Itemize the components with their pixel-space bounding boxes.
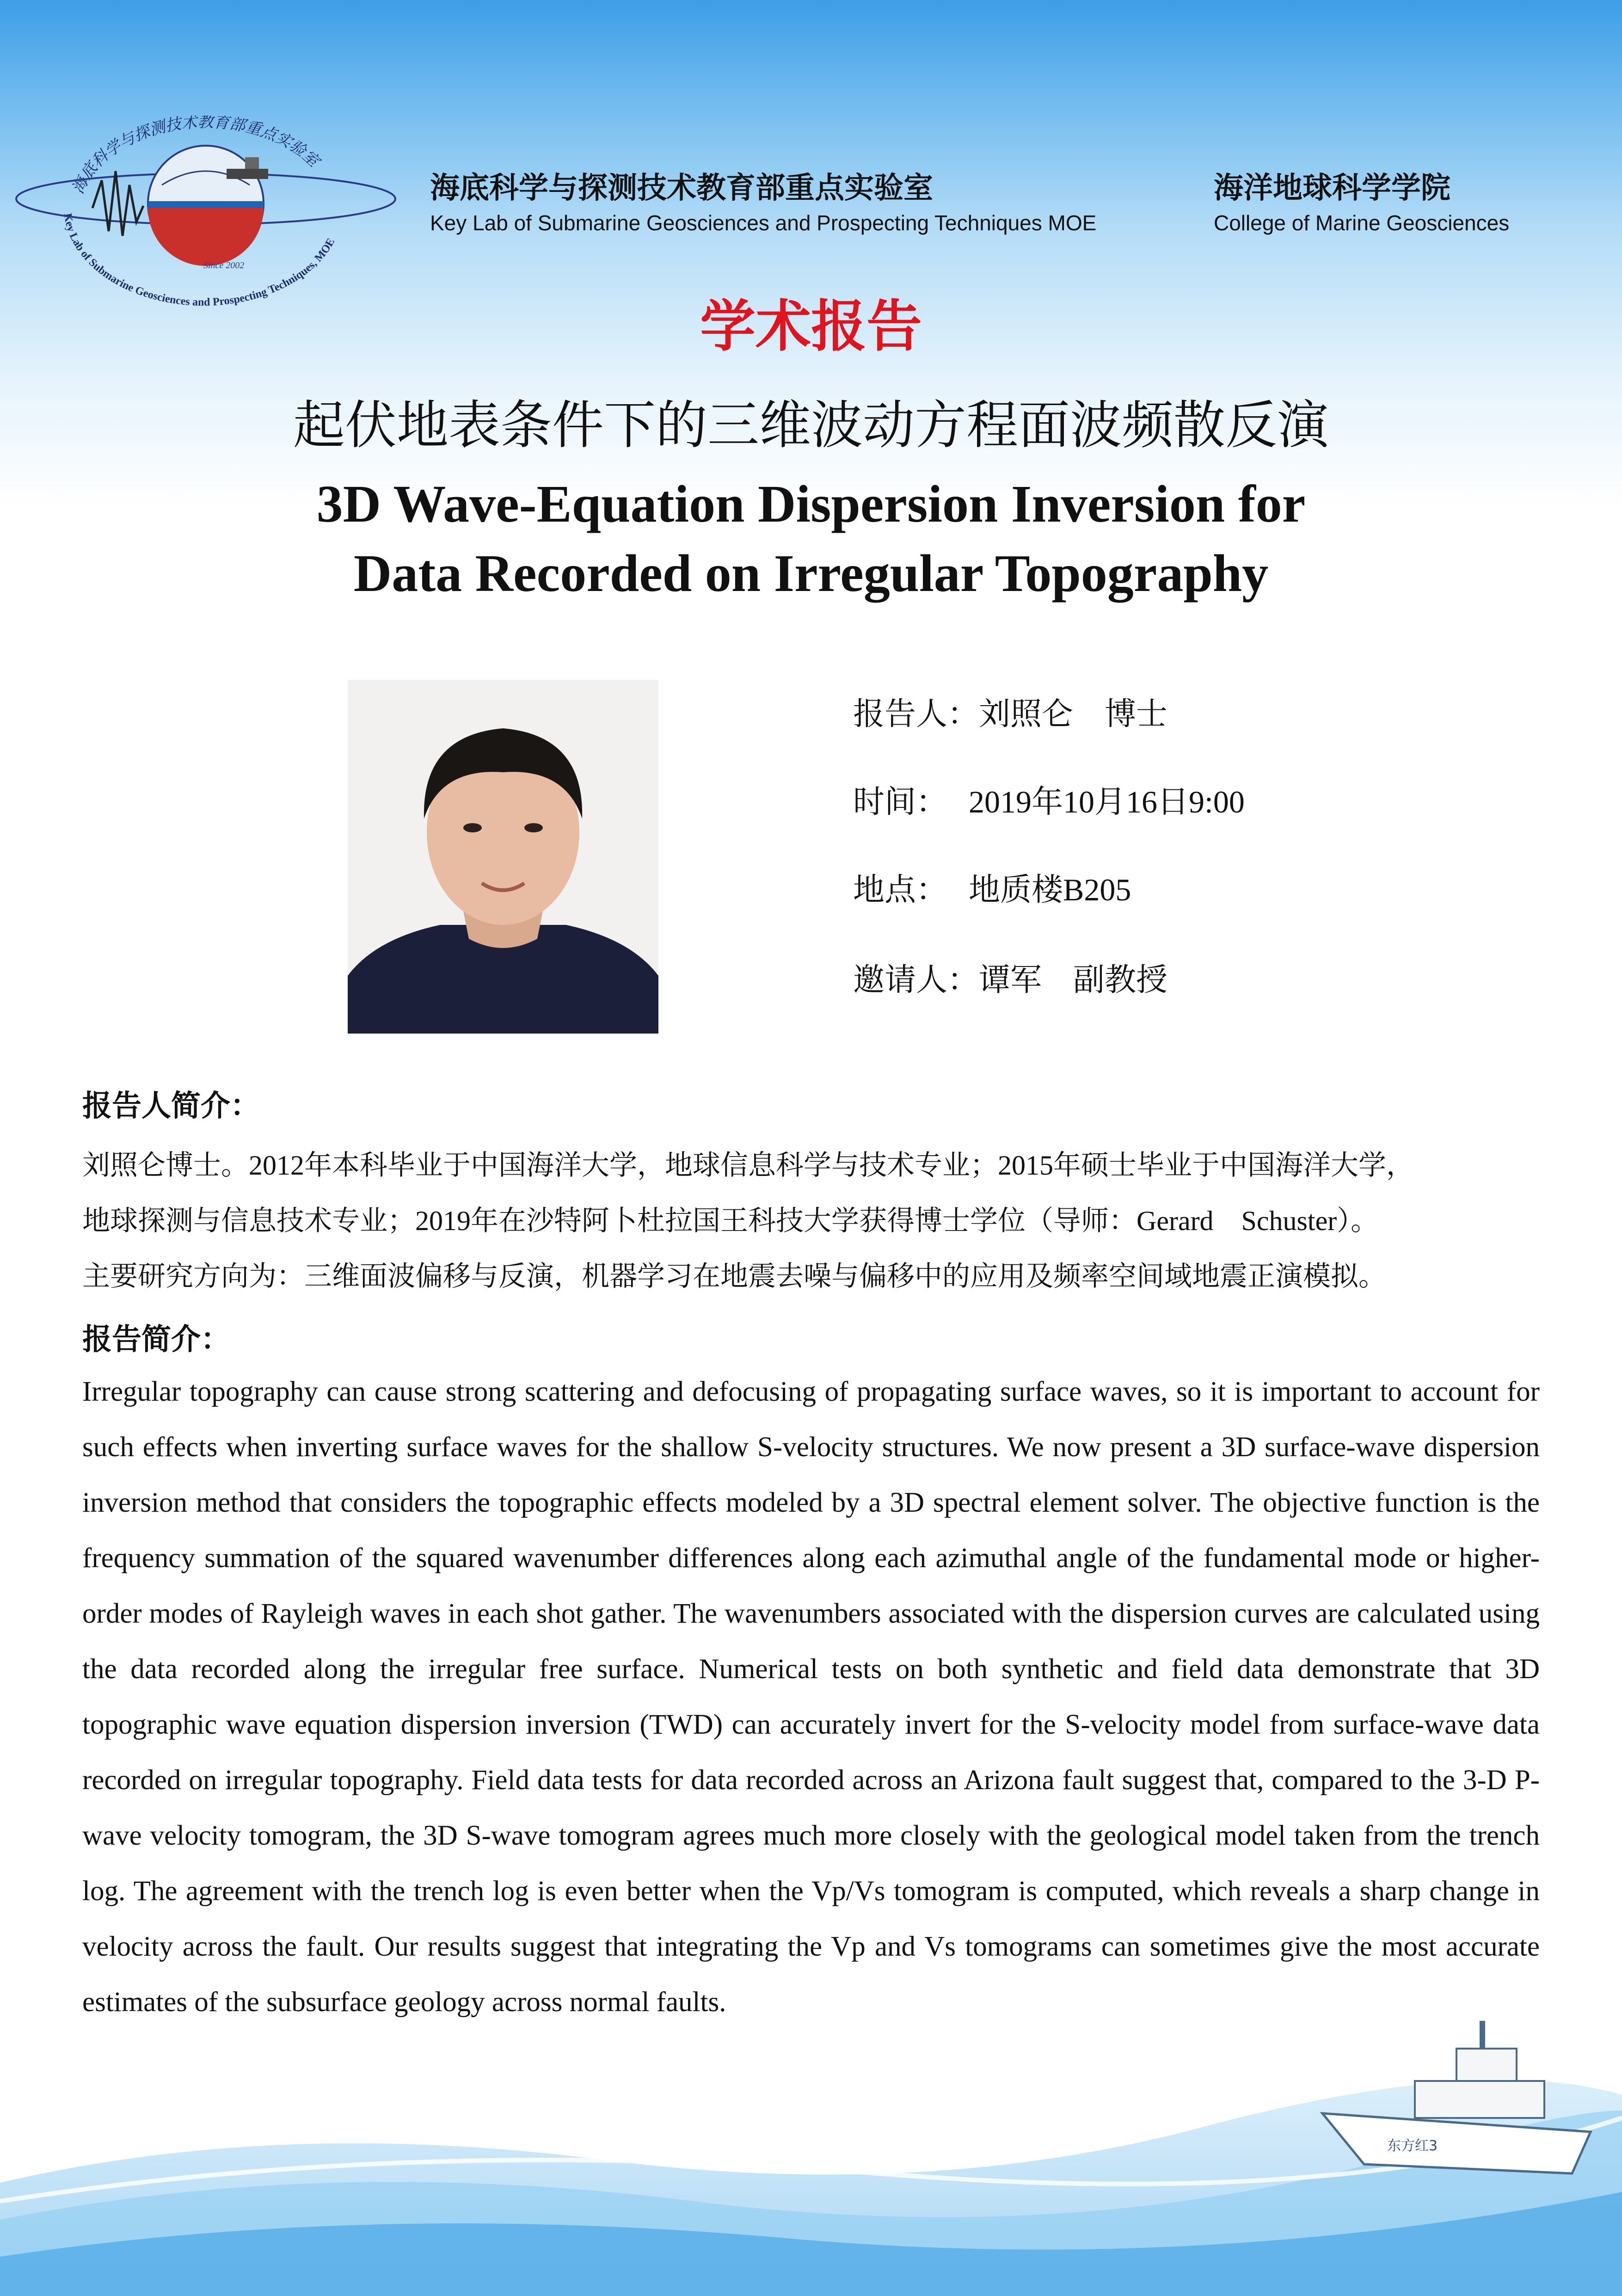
bio-heading: 报告人简介： [82, 1089, 260, 1123]
talk-title-en-line2: Data Recorded on Irregular Topography [353, 544, 1269, 603]
footer-wave-background [0, 1942, 1622, 2296]
college-name-en: College of Marine Geosciences [1214, 211, 1510, 235]
info-host [853, 955, 1167, 1000]
info-speaker-label: 报告人： [853, 696, 979, 733]
bio-line: 主要研究方向为：三维面波偏移与反演，机器学习在地震去噪与偏移中的应用及频率空间域地震正演模拟。 [82, 1261, 1386, 1292]
talk-type-label: 学术报告 [700, 295, 922, 359]
talk-title-cn: 起伏地表条件下的三维波动方程面波频散反演 [293, 395, 1329, 456]
info-place-value: 地质楼B205 [969, 872, 1131, 907]
info-time-value: 2019年10月16日9:00 [969, 784, 1245, 819]
speaker-photo [348, 680, 658, 1034]
logo-ring-text-bottom: Key Lab of Submarine Geosciences and Prospecting Techniques, MOE [61, 212, 338, 308]
logo-since-text: Since 2002 [203, 260, 245, 271]
logo-ring-text-top: 海底科学与探测技术教育部重点实验室 [68, 116, 323, 197]
info-time [853, 777, 1245, 822]
college-name-cn: 海洋地球科学学院 [1214, 171, 1450, 205]
info-time-label: 时间： [853, 784, 948, 820]
info-place-label: 地点： [853, 872, 948, 908]
info-host-label: 邀请人： [853, 962, 979, 998]
lab-name-en: Key Lab of Submarine Geosciences and Prospecting Techniques MOE [430, 211, 1097, 235]
ship-name: 东方红3 [1387, 2138, 1438, 2154]
abstract-text: Irregular topography can cause strong scattering and defocusing of propagating surface waves, so it is important to account for such effects when inverting surface waves for the shallow S-velocity structures. We now present a 3D surface-wave dispersion inversion method that considers the topographic effects modeled by a 3D spectral element solver. The objective function is the frequency summation of the squared wavenumber differences along each azimuthal angle of the fundamental mode or higher-order modes of Rayleigh waves in each shot gather. The wavenumbers associated with the dispersion curves are calculated using the data recorded along the irregular free surface. Numerical tests on both synthetic and field data demonstrate that 3D topographic wave equation dispersion inversion (TWD) can accurately invert for the S-velocity model from surface-wave data recorded on irregular topography. Field data tests for data recorded across an Arizona fault suggest that, compared to the 3-D P-wave velocity tomogram, the 3D S-wave tomogram agrees much more closely with the geological model taken from the trench log. The agreement with the trench log is even better when the Vp/Vs tomogram is computed, which reveals a sharp change in velocity across the fault. Our results suggest that integrating the Vp and Vs tomograms can sometimes give the most accurate estimates of the subsurface geology across normal faults. [82, 1376, 1540, 2018]
lab-name-cn: 海底科学与探测技术教育部重点实验室 [430, 171, 933, 205]
info-host-value: 谭军 副教授 [979, 962, 1168, 998]
bio-line: 刘照仑博士。2012年本科毕业于中国海洋大学，地球信息科学与技术专业；2015年硕士毕业于中国海洋大学， [82, 1150, 1414, 1181]
abstract-heading: 报告简介： [82, 1323, 230, 1357]
talk-title-en [0, 469, 1622, 608]
info-place [853, 865, 1131, 910]
talk-title-en-line1: 3D Wave-Equation Dispersion Inversion for [316, 474, 1306, 533]
bio-text [82, 1138, 1543, 1304]
info-speaker [853, 689, 1167, 734]
info-speaker-value: 刘照仑 博士 [979, 696, 1168, 733]
bio-line: 地球探测与信息技术专业；2019年在沙特阿卜杜拉国王科技大学获得博士学位（导师：Gerard Schuster）。 [82, 1206, 1379, 1236]
